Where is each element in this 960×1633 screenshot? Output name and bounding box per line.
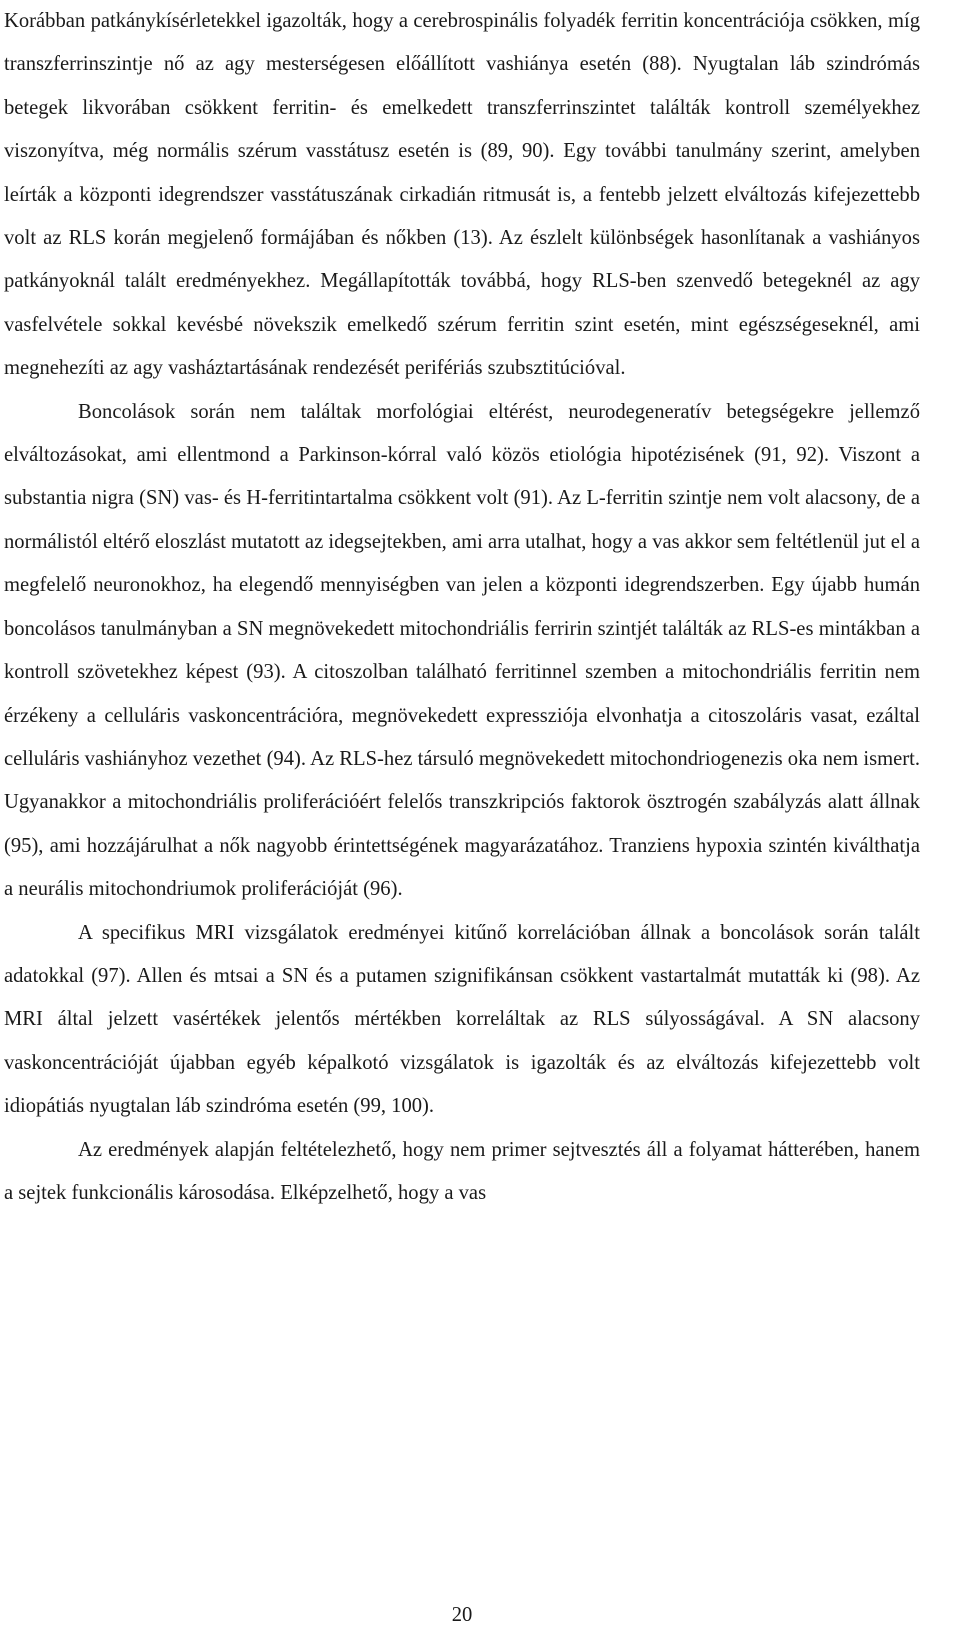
body-text (4, 0, 920, 1215)
paragraph-3: A specifikus MRI vizsgálatok eredményei kitűnő korrelációban állnak a boncolások során talált adatokkal (97). Allen és mtsai a SN és a putamen szignifikánsan csökkent vastartalmát mutatták ki (98). Az MRI által jelzett vasértékek jelentős mértékben korreláltak az RLS súlyosságával. A SN alacsony vaskoncentrációját újabban egyéb képalkotó vizsgálatok is igazolták és az elváltozás kifejezettebb volt idiopátiás nyugtalan láb szindróma esetén (99, 100). (4, 921, 920, 1118)
paragraph-4: Az eredmények alapján feltételezhető, hogy nem primer sejtvesztés áll a folyamat hátterében, hanem a sejtek funkcionális károsodása. Elképzelhető, hogy a vas (4, 1138, 920, 1204)
page-number: 20 (451, 1604, 473, 1626)
paragraph-1: Korábban patkánykísérletekkel igazolták, hogy a cerebrospinális folyadék ferritin koncentrációja csökken, míg transzferrinszintje nő az agy mesterségesen előállított vashiánya esetén (88). Nyugtalan láb szindrómás betegek likvorában csökkent ferritin- és emelkedett transzferrinszintet találták kontroll személyekhez viszonyítva, még normális szérum vasstátusz esetén is (89, 90). Egy további tanulmány szerint, amelyben leírták a központi idegrendszer vasstátuszának cirkadián ritmusát is, a fentebb jelzett elváltozás kifejezettebb volt az RLS korán megjelenő formájában és nőkben (13). Az észlelt különbségek hasonlítanak a vashiányos patkányoknál talált eredményekhez. Megállapították továbbá, hogy RLS-ben szenvedő betegeknél az agy vasfelvétele sokkal kevésbé növekszik emelkedő szérum ferritin szint esetén, mint egészségeseknél, ami megnehezíti az agy vasháztartásának rendezését perifériás szubsztitúcióval. (4, 10, 920, 380)
paragraph-2: Boncolások során nem találtak morfológiai eltérést, neurodegeneratív betegségekre jellemző elváltozásokat, ami ellentmond a Parkinson-kórral való közös etiológia hipotézisének (91, 92). Viszont a substantia nigra (SN) vas- és H-ferritintartalma csökkent volt (91). Az L-ferritin szintje nem volt alacsony, de a normálistól eltérő eloszlást mutatott az idegsejtekben, ami arra utalhat, hogy a vas akkor sem feltétlenül jut el a megfelelő neuronokhoz, ha elegendő mennyiségben van jelen a központi idegrendszerben. Egy újabb humán boncolásos tanulmányban a SN megnövekedett mitochondriális ferririn szintjét találták az RLS-es mintákban a kontroll szövetekhez képest (93). A citoszolban található ferritinnel szemben a mitochondriális ferritin nem érzékeny a celluláris vaskoncentrációra, megnövekedett expressziója elvonhatja a citoszoláris vasat, ezáltal celluláris vashiányhoz vezethet (94). Az RLS-hez társuló megnövekedett mitochondriogenezis oka nem ismert. Ugyanakkor a mitochondriális proliferációért felelős transzkripciós faktorok ösztrogén szabályzás alatt állnak (95), ami hozzájárulhat a nők nagyobb érintettségének magyarázatához. Tranziens hypoxia szintén kiválthatja a neurális mitochondriumok proliferációját (96). (4, 400, 920, 901)
